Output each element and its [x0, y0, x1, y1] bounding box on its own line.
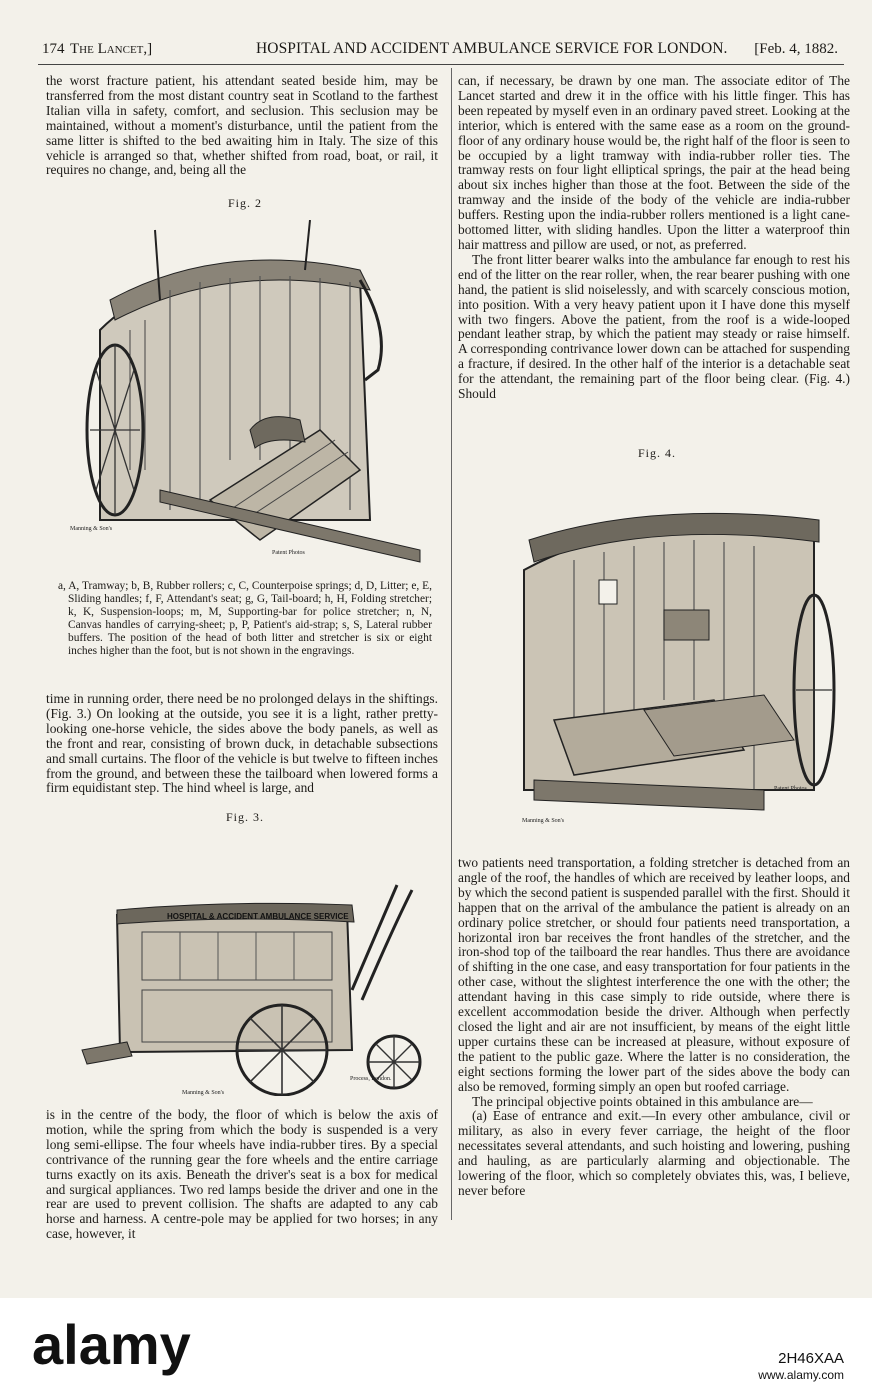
- right-paragraph-3: two patients need transportation, a folding stretcher is detached from an angle of the roof, the handles of which are received by leather loops, and by which the second patient is suspended parallel with the first. Should it happen that on the arrival of the ambulance the patient is already on an ordinary police stretcher, or should four patients need transportation, a horizontal iron bar receives the front handles of the stretcher, and the iron-shod top of the tailboard the rear handles. Thus there are avoidance of shifting in the one case, and easy transportation for four patients in the other case, without the slightest interference the one with the other; the attendant having in this case simply to ride outside, where there is excellent accommodation beside the driver. Although when perfectly closed the light and air are not insufficient, by means of the eight little upper curtains these can be increased at pleasure, without exposure of the patient to the public gaze. Where the latter is no consideration, the eight sections forming the lower part of the sides above the body can also be removed, forming simply an open but roofed carriage.: [458, 855, 850, 1094]
- fig3-label: Fig. 3.: [225, 810, 264, 824]
- right-paragraph-4: The principal objective points obtained in this ambulance are—: [472, 1093, 813, 1109]
- fig3-credit-right: Process, London.: [350, 1076, 392, 1082]
- fig3-ambulance-exterior-illustration: [62, 880, 434, 1096]
- article-title: HOSPITAL AND ACCIDENT AMBULANCE SERVICE FOR LONDON.: [256, 40, 728, 57]
- left-column-middle: [46, 692, 438, 796]
- right-column-bottom: [458, 856, 850, 1199]
- right-paragraph-1-text: can, if necessary, be drawn by one man. The associate editor of The Lancet started and drew it in the office with his little finger. This has been repeated by myself even in an ordinary paved street. Looking at the interior, which is entered with the same ease as a room on the ground-floor of any ordinary house would be, the right half of the floor is seen to be occupied by a light tramway with india-rubber roller ties. The tramway rests on four light elliptical springs, the pair at the head being about six inches higher than those at the foot. Between the side of the tramway and the inside of the body of the vehicle are india-rubber buffers. Resting upon the india-rubber rollers mentioned is a light cane-bottomed litter, with sliding handles. Upon the litter a waterproof thin hair mattress and pillow are used, or not, as preferred.: [458, 73, 850, 252]
- issue-date: [Feb. 4, 1882.: [754, 41, 838, 57]
- fig2-caption: [58, 580, 432, 659]
- journal-masthead: The Lancet,]: [70, 41, 153, 57]
- alamy-logo-text: alamy: [32, 1318, 191, 1376]
- right-column-top: [458, 74, 850, 402]
- right-paragraph-1: [458, 74, 850, 253]
- fig2-credit-left: Manning & Son's: [70, 526, 113, 532]
- fig4-label: Fig. 4.: [637, 446, 676, 460]
- alamy-logo-icon: [32, 1318, 452, 1376]
- stock-watermark-band: [0, 1298, 872, 1390]
- fig4-credit-left: Manning & Son's: [522, 818, 565, 824]
- fig4-ambulance-interior-seat-illustration: [514, 500, 840, 846]
- left-paragraph-1: the worst fracture patient, his attendant seated beside him, may be transferred from the most distant country seat in Scotland to the farthest Italian villa in safety, comfort, and seclusion. This seclusion may be maintained, without a moment's disturbance, until the patient from the same litter is shifted to the bed awaiting him in Italy. The size of this vehicle is arranged so that, whether shifted from road, boat, or rail, it requires no change, and, being all the: [46, 73, 438, 178]
- column-divider: [451, 68, 452, 1220]
- left-column-bottom: [46, 1108, 438, 1242]
- fig2-ambulance-interior-illustration: [60, 220, 432, 570]
- fig3-sign-text: HOSPITAL & ACCIDENT AMBULANCE SERVICE: [167, 912, 349, 921]
- fig2-credit-right: Patent Photos: [272, 550, 305, 556]
- page-number: 174: [42, 41, 65, 57]
- fig4-credit-right: Patent Photos: [774, 786, 807, 792]
- left-column-top: [46, 74, 438, 178]
- fig2-label: Fig. 2: [227, 196, 262, 210]
- image-id: 2H46XAA: [778, 1350, 844, 1367]
- header-rule: [38, 64, 844, 65]
- left-paragraph-3: is in the centre of the body, the floor of which is below the axis of motion, while the spring from which the body is suspended is a very long semi-ellipse. The four wheels have india-rubber tires. By a special contrivance of the running gear the fore wheels and the entire carriage turns exactly on its axis. Beneath the driver's seat is a box for medical and surgical appliances. Two red lamps beside the driver and one in the rear are used to prevent collision. The shafts are adapted to any cab horse and harness. A centre-pole may be applied for two horses; in any case, however, it: [46, 1107, 438, 1242]
- fig2-caption-text: a, A, Tramway; b, B, Rubber rollers; c, C, Counterpoise springs; d, D, Litter; e, E, Sliding handles; f, F, Attendant's seat; g, G, Tail-board; h, H, Folding stretcher; k, K, Suspension-loops; m, M, Supporting-bar for police stretcher; n, N, Canvas handles of carrying-sheet; p, P, Patient's aid-strap; s, S, Lateral rubber buffers. The position of the head of both litter and stretcher is six or eight inches higher than the foot, but is not shown in the engravings.: [58, 580, 432, 658]
- right-paragraph-2: The front litter bearer walks into the ambulance far enough to rest his end of the litter on the rear roller, when, the rear bearer pushing with one hand, the patient is slid noiselessly, and with scarcely conscious motion, into position. With a very heavy patient upon it I have done this myself with two fingers. Above the patient, from the roof is a wide-looped pendant leather strap, by which the patient may steady or raise himself. A corresponding contrivance lower down can be attached for suspending a fracture, if desired. In the other half of the interior is a detachable seat for the attendant, the remaining part of the floor being clear. (Fig. 4.) Should: [458, 251, 850, 402]
- fig3-credit-left: Manning & Son's: [182, 1090, 225, 1096]
- stock-url: www.alamy.com: [758, 1368, 844, 1382]
- right-paragraph-5: (a) Ease of entrance and exit.—In every other ambulance, civil or military, as also in every fever carriage, the height of the floor necessitates several attendants, and such hoisting and lowering, pushing and hauling, as are particularly alarming and objectionable. The lowering of the floor, which so completely obviates this, was, I believe, never before: [458, 1108, 850, 1198]
- running-header: [40, 34, 840, 64]
- left-paragraph-2: time in running order, there need be no prolonged delays in the shiftings. (Fig. 3.) On looking at the outside, you see it is a light, rather pretty-looking one-horse vehicle, the sides above the body panels, as well as the front and rear, consisting of brown duck, in detachable subsections and small curtains. The floor of the vehicle is but twelve to fifteen inches from the ground, and between these the tailboard when lowered forms a firm equidistant step. The hind wheel is large, and: [46, 691, 438, 796]
